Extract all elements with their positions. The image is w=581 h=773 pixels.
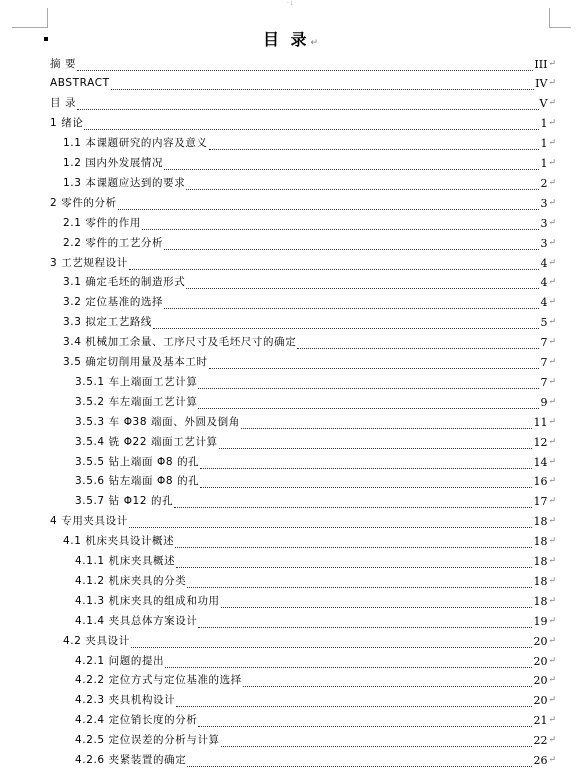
paragraph-mark: ↵ [548,376,556,387]
toc-entry-page: 18 [533,535,548,549]
toc-entry[interactable] [63,333,556,353]
toc-entry-page: 20 [533,634,548,648]
toc-dot-leader [77,103,538,110]
toc-entry-title: 4.2.2 定位方式与定位基准的选择 [75,674,242,687]
toc-dot-leader [221,740,533,747]
toc-entry[interactable] [75,452,556,472]
toc-dot-leader [198,402,539,409]
paragraph-mark: ↵ [548,675,556,686]
toc-entry-page: IV [535,77,548,91]
header-mark: ·↓ [287,0,294,7]
toc-entry-page: 18 [533,574,548,588]
toc-entry[interactable] [75,751,556,771]
toc-entry-page: 3 [540,196,548,210]
toc-dot-leader [174,501,532,508]
toc-dot-leader [176,700,532,707]
toc-entry-title: 3.5.7 钻 Φ12 的孔 [75,495,174,508]
paragraph-mark: ↵ [310,38,319,48]
toc-entry[interactable] [75,492,556,512]
toc-entry-title: 3.2 定位基准的选择 [63,296,164,309]
paragraph-mark: ↵ [548,575,556,586]
toc-entry-title: 2.2 零件的工艺分析 [63,236,164,249]
paragraph-mark: ↵ [548,715,556,726]
toc-entry-title: 4 专用夹具设计 [50,515,128,528]
toc-entry[interactable] [63,154,556,174]
toc-entry-title: 4.2.6 夹紧装置的确定 [75,754,187,766]
paragraph-mark: ↵ [548,158,556,168]
toc-dot-leader [209,143,540,150]
toc-entry-title: 3.5.5 钻上端面 Φ8 的孔 [75,455,200,468]
toc-entry[interactable] [63,233,556,253]
toc-dot-leader [209,362,540,369]
toc-entry-page: 1 [540,157,548,170]
toc-entry-title: 2 零件的分析 [50,196,117,209]
toc-entry-title: 4.2.1 问题的提出 [75,654,165,667]
toc-dot-leader [129,263,540,270]
toc-entry-title: 1.2 国内外发展情况 [63,157,164,169]
toc-dot-leader [198,382,539,389]
toc-entry[interactable] [75,611,556,631]
toc-entry-title: 4.2 夹具设计 [63,634,130,647]
toc-entry[interactable] [63,353,556,373]
toc-entry[interactable] [75,472,556,492]
toc-entry-page: 17 [533,495,548,509]
toc-entry-page: 3 [540,216,548,230]
paragraph-mark: ↵ [548,655,556,666]
toc-entry-title: 4.2.5 定位误差的分析与计算 [75,734,220,747]
toc-entry-title: 4.1.1 机床夹具概述 [75,555,176,567]
toc-entry-page: 20 [533,694,548,708]
toc-entry[interactable] [75,412,556,432]
toc-entry-title: 3 工艺规程设计 [50,256,128,269]
toc-entry-page: 21 [533,714,548,728]
paragraph-mark: ↵ [548,197,556,208]
paragraph-mark: ↵ [548,257,556,268]
toc-entry-page: 26 [533,754,548,767]
toc-entry-page: 7 [540,375,548,389]
toc-entry[interactable] [75,372,556,392]
toc-entry-page: 7 [540,336,548,350]
toc-dot-leader [241,422,533,429]
toc-entry-title: 3.5.2 车左端面工艺计算 [75,395,198,408]
crop-mark-top-left-v [47,8,48,28]
toc-entry-page: 4 [540,256,548,270]
toc-entry[interactable] [75,392,556,412]
toc-entry[interactable] [75,671,556,691]
toc-entry-page: 12 [533,435,548,449]
paragraph-mark: ↵ [548,476,556,487]
toc-dot-leader [219,442,533,449]
toc-dot-leader [186,282,539,289]
paragraph-mark: ↵ [548,516,556,527]
toc-entry-title: 4.1.3 机床夹具的组成和功用 [75,594,220,607]
toc-entry[interactable] [63,631,556,651]
paragraph-mark: ↵ [548,755,556,765]
toc-entry[interactable] [50,114,556,134]
toc-dot-leader [111,83,534,90]
toc-dot-leader [131,641,533,648]
toc-entry-title: 4.1.2 机床夹具的分类 [75,574,187,587]
paragraph-mark: ↵ [548,416,556,427]
title-text: 目 录 [262,30,310,49]
paragraph-mark: ↵ [548,337,556,348]
toc-entry-page: 11 [533,415,548,429]
toc-entry-title: 4.1.4 夹具总体方案设计 [75,614,198,627]
toc-dot-leader [187,760,532,767]
toc-entry-title: 4.1 机床夹具设计概述 [63,535,175,548]
toc-dot-leader [221,601,533,608]
toc-dot-leader [187,581,532,588]
toc-entry-page: 1 [540,117,548,131]
toc-entry[interactable] [50,74,556,94]
paragraph-mark: ↵ [548,357,556,367]
toc-entry-title: 3.4 机械加工余量、工序尺寸及毛坯尺寸的确定 [63,336,297,349]
toc-entry[interactable] [75,711,556,731]
toc-entry-page: 16 [533,475,548,489]
toc-entry-title: 4.2.3 夹具机构设计 [75,694,176,707]
paragraph-mark: ↵ [548,735,556,746]
paragraph-mark: ↵ [548,695,556,706]
paragraph-mark: ↵ [548,595,556,606]
paragraph-mark: ↵ [548,297,556,308]
paragraph-mark: ↵ [548,556,556,566]
toc-entry-title: 3.3 拟定工艺路线 [63,316,153,329]
toc-entry-title: 摘 要 [50,57,77,70]
toc-entry-page: 5 [540,316,548,330]
toc-dot-leader [118,203,540,210]
toc-dot-leader [84,123,539,130]
toc-entry-page: 18 [533,515,548,529]
toc-dot-leader [198,720,532,727]
toc-dot-leader [165,661,532,668]
crop-mark-top-right-v [549,8,550,28]
paragraph-mark: ↵ [548,536,556,547]
toc-entry[interactable] [63,313,556,333]
toc-dot-leader [186,183,539,190]
paragraph-mark: ↵ [548,237,556,248]
toc-entry-title: ABSTRACT [50,77,110,90]
toc-entry-title: 2.1 零件的作用 [63,216,141,229]
toc-entry-page: 18 [533,555,548,568]
toc-entry-title: 3.5.4 铣 Φ22 端面工艺计算 [75,435,218,448]
toc-entry-title: 3.5.6 钻左端面 Φ8 的孔 [75,475,200,488]
toc-entry-page: III [534,57,548,71]
toc-entry-title: 1.3 本课题应达到的要求 [63,176,186,189]
toc-entry-title: 3.5 确定切削用量及基本工时 [63,356,208,368]
toc-entry[interactable] [50,54,556,74]
toc-dot-leader [164,302,539,309]
toc-entry[interactable] [75,432,556,452]
toc-entry[interactable] [75,552,556,572]
paragraph-mark: ↵ [548,58,556,69]
toc-entry[interactable] [63,134,556,154]
toc-entry[interactable] [75,651,556,671]
toc-dot-leader [164,163,539,170]
toc-entry-page: V [539,97,548,111]
toc-entry[interactable] [75,731,556,751]
toc-entry-title: 1.1 本课题研究的内容及意义 [63,137,208,150]
toc-entry-page: 2 [540,176,548,190]
toc-entry-title: 3.1 确定毛坯的制造形式 [63,276,186,289]
toc-dot-leader [200,462,532,469]
toc-dot-leader [297,342,539,349]
paragraph-mark: ↵ [548,396,556,407]
toc-entry-page: 4 [540,276,548,290]
toc-dot-leader [153,322,539,329]
paragraph-mark: ↵ [548,436,556,447]
toc-dot-leader [142,223,540,230]
toc-entry-page: 18 [533,594,548,608]
toc-entry[interactable] [75,691,556,711]
paragraph-mark: ↵ [548,78,556,89]
toc-entry[interactable] [63,213,556,233]
paragraph-mark: ↵ [548,277,556,288]
toc-entry-page: 20 [533,654,548,668]
toc-entry[interactable] [50,253,556,273]
toc-entry-page: 4 [540,296,548,310]
toc-entry[interactable] [50,512,556,532]
toc-dot-leader [200,481,532,488]
toc-dot-leader [77,64,533,71]
paragraph-mark: ↵ [548,456,556,467]
toc-dot-leader [164,243,539,250]
paragraph-mark: ↵ [548,615,556,626]
toc-entry-title: 目 录 [50,97,77,110]
paragraph-mark: ↵ [548,317,556,328]
toc-dot-leader [129,521,533,528]
toc-entry-title: 1 绪论 [50,117,84,130]
toc-entry-page: 22 [533,734,548,748]
toc-entry[interactable] [75,591,556,611]
toc-dot-leader [176,561,532,568]
toc-entry-page: 20 [533,674,548,688]
toc-entry[interactable] [63,173,556,193]
toc-entry[interactable] [63,532,556,552]
paragraph-mark: ↵ [548,138,556,149]
page-title [0,27,581,50]
toc-dot-leader [198,621,532,628]
toc-entry-page: 9 [540,395,548,409]
paragraph-mark: ↵ [548,177,556,188]
toc-entry-page: 1 [540,137,548,151]
toc-dot-leader [243,680,533,687]
toc-entry[interactable] [50,193,556,213]
toc-dot-leader [175,541,532,548]
paragraph-mark: ↵ [548,496,556,507]
toc-entry[interactable] [50,94,556,114]
toc-entry-title: 3.5.1 车上端面工艺计算 [75,375,198,388]
toc-entry-page: 19 [533,614,548,628]
toc-entry-title: 4.2.4 定位销长度的分析 [75,714,198,727]
toc-entry[interactable] [63,273,556,293]
toc-entry-page: 14 [533,455,548,469]
toc-entry[interactable] [75,571,556,591]
toc-entry[interactable] [63,293,556,313]
paragraph-mark: ↵ [548,217,556,228]
paragraph-mark: ↵ [548,98,556,109]
paragraph-mark: ↵ [548,635,556,646]
toc-entry-title: 3.5.3 车 Φ38 端面、外圆及倒角 [75,415,240,428]
toc-entry-page: 7 [540,356,548,369]
paragraph-mark: ↵ [548,118,556,129]
toc-entry-page: 3 [540,236,548,250]
